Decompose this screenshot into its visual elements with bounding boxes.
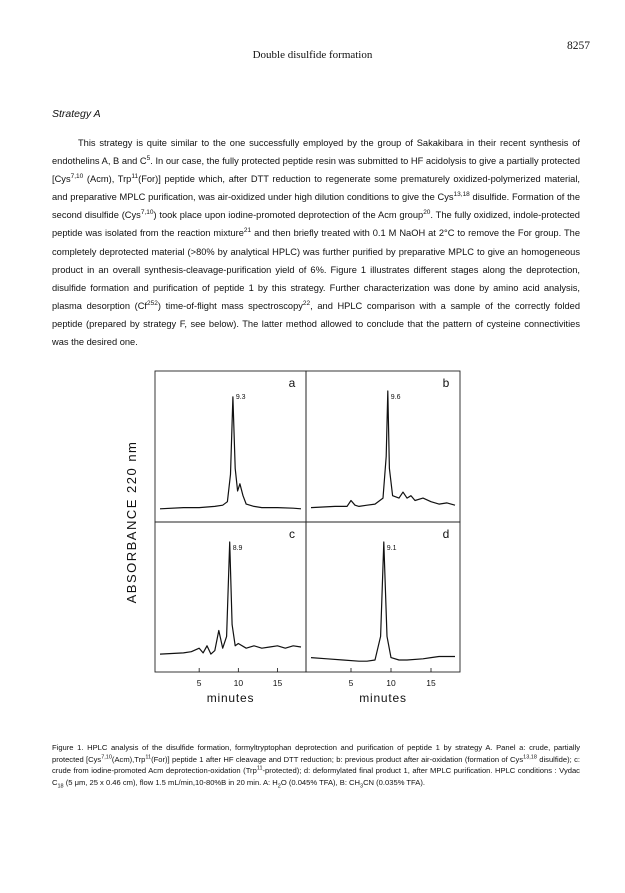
panel-a: [155, 371, 306, 522]
panel-label: d: [442, 527, 450, 541]
x-tick-label: 15: [272, 678, 283, 688]
panel-frame: [306, 522, 460, 672]
y-axis-label: ABSORBANCE 220 nm: [124, 440, 139, 604]
figure-caption: Figure 1. HPLC analysis of the disulfide formation, formyltryptophan deprotection and purification of peptide 1 by strategy A. Panel a: crude, partially protected [Cys$^{7,10}$(Acm),Trp$^{11}$(For)] peptide 1 after HF cleavage and DTT reduction; b: previous product after air-oxidation (formation of Cys$^{13,18}$ disulfide); c: crude from iodine-promoted Acm deprotection-oxidation (Trp$^{11}$-protected); d: deformylated final product 1, after MPLC purification. HPLC conditions : Vydac $C_{18}$ (5 μm, 25 x 0.46 cm), flow 1.5 mL/min,10-80%B in 20 min. A: $H_2O$ (0.045% TFA), B: $CH_3CN$ (0.035% TFA).: [52, 743, 580, 790]
peak-label: 8.9: [232, 545, 243, 552]
panel-frame: [306, 371, 460, 522]
chromatogram-trace: [311, 391, 455, 508]
peak-label: 9.6: [390, 394, 401, 401]
peak-label: 9.3: [235, 394, 246, 401]
x-axis-label: minutes: [206, 691, 255, 705]
x-axis-label: minutes: [359, 691, 407, 705]
panel-label: a: [288, 376, 296, 390]
panel-c: [155, 522, 306, 705]
panel-frame: [155, 371, 306, 522]
x-tick-label: 10: [386, 678, 396, 688]
chromatogram-trace: [160, 397, 301, 509]
chromatogram-trace: [311, 542, 455, 661]
peak-label: 9.1: [386, 545, 397, 552]
x-tick-label: 15: [426, 678, 436, 688]
section-heading: Strategy A: [52, 108, 101, 120]
panel-frame: [155, 522, 306, 672]
panel-label: c: [289, 527, 295, 541]
x-tick-label: 5: [348, 678, 354, 688]
x-tick-label: 10: [233, 678, 244, 688]
x-tick-label: 5: [196, 678, 202, 688]
panel-d: [306, 522, 460, 705]
chromatogram-trace: [160, 542, 301, 654]
body-paragraph: This strategy is quite similar to the one successfully employed by the group of Sakakibara in their recent synthesis of endothelins A, B and $C^5$. In our case, the fully protected peptide resin was submitted to HF acidolysis to give a partially protected [Cys$^{7,10}$ (Acm), Trp$^{11}$(For)] peptide which, after DTT reduction to regenerate some prematurely oxidized-polymerized material, and preparative MPLC purification, was air-oxidized under high dilution conditions to give the Cys$^{13,18}$ disulfide. Formation of the second disulfide (Cys$^{7,10}$) took place upon iodine-promoted deprotection of the Acm group$^{20}$. The fully oxidized, indole-protected peptide was isolated from the reaction mixture$^{21}$ and then briefly treated with 0.1 M NaOH at 2°C to remove the For group. The completely deprotected material (>80% by analytical HPLC) was further purified by preparative MPLC to give an homogeneous product in an overall synthesis-cleavage-purification yield of 6%. Figure 1 illustrates different stages along the deprotection, disulfide formation and purification of peptide 1 by this strategy. Further characterization was done by amino acid analysis, plasma desorption (Cf$^{252}$) time-of-flight mass spectroscopy$^{22}$, and HPLC comparison with a sample of the correctly folded peptide (prepared by strategy F, see below). The latter method allowed to conclude that the pattern of cysteine connectivities was the desired one.: [52, 138, 580, 348]
panel-b: [306, 371, 460, 522]
panel-label: b: [442, 376, 450, 390]
page-number: 8257: [567, 40, 590, 52]
running-title: Double disulfide formation: [252, 49, 373, 61]
